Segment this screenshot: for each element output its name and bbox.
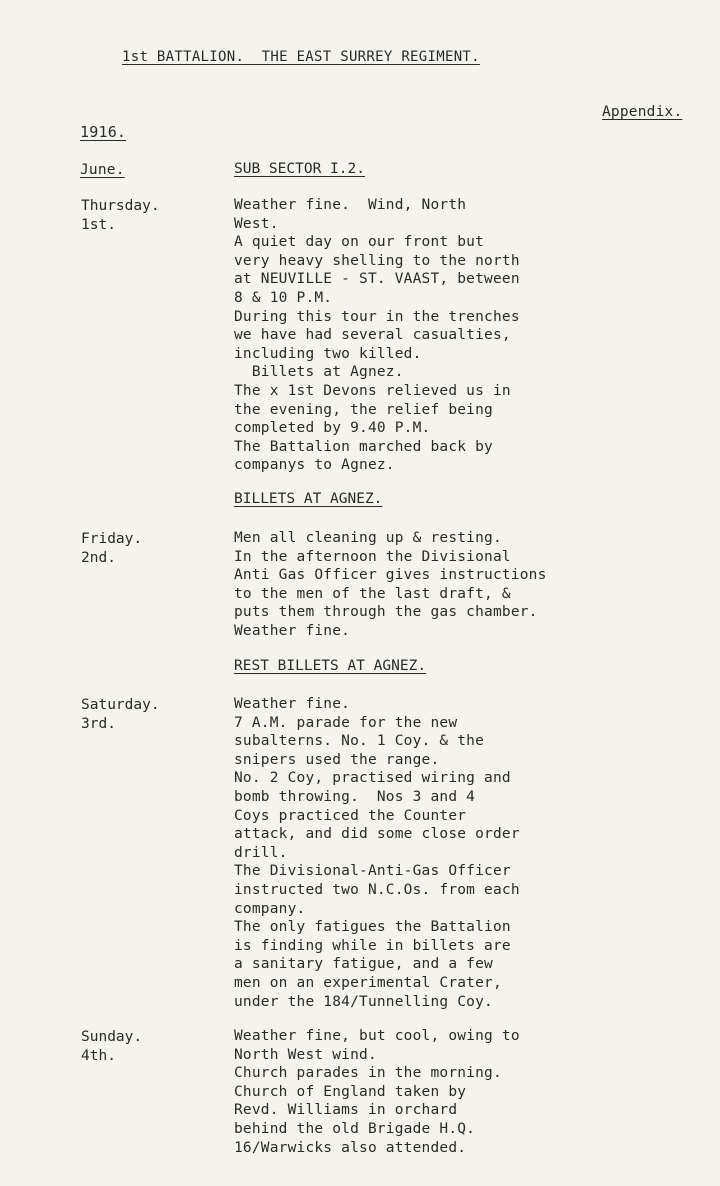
entry-line: we have had several casualties, [234,327,511,344]
appendix-label: Appendix. [602,104,683,120]
entry-line: The Divisional-Anti-Gas Officer [234,863,511,880]
entry-text-thursday [234,196,520,475]
page-title: 1st BATTALION. THE EAST SURREY REGIMENT. [122,49,480,65]
entry-line: A quiet day on our front but [234,234,485,251]
entry-line: bomb throwing. Nos 3 and 4 [234,788,476,805]
entry-line: Coys practiced the Counter [234,807,467,824]
entry-line: North West wind. [234,1046,377,1063]
entry-line: company. [234,900,306,917]
entry-line: In the afternoon the Divisional [234,548,511,565]
entry-line: Weather fine. Wind, North [234,197,467,213]
entry-line: Weather fine. [234,622,351,639]
entry-line: completed by 9.40 P.M. [234,420,431,437]
entry-line: Men all cleaning up & resting. [234,530,502,546]
entry-line: instructed two N.C.Os. from each [234,881,520,898]
entry-day-saturday: Saturday. [81,697,160,713]
entry-date-1st: 1st. [81,217,116,233]
month-label: June. [80,162,125,178]
section-heading-sub-sector: SUB SECTOR I.2. [234,161,365,177]
year-label: 1916. [80,123,127,141]
entry-line: attack, and did some close order [234,826,520,843]
entry-line: 16/Warwicks also attended. [234,1139,467,1156]
entry-line: No. 2 Coy, practised wiring and [234,770,511,787]
entry-line: to the men of the last draft, & [234,585,511,602]
entry-line: drill. [234,844,288,861]
entry-line: a sanitary fatigue, and a few [234,956,493,973]
entry-line: 8 & 10 P.M. [234,289,333,306]
entry-text-friday [234,529,547,641]
entry-day-sunday: Sunday. [81,1029,143,1045]
entry-line: The only fatigues the Battalion [234,919,511,936]
entry-date-4th: 4th. [81,1048,116,1064]
entry-line: West. [234,215,279,232]
section-heading-rest-billets-at-agnez: REST BILLETS AT AGNEZ. [234,658,427,674]
entry-date-3rd: 3rd. [81,716,116,732]
entry-line: at NEUVILLE - ST. VAAST, between [234,271,520,288]
entry-line: During this tour in the trenches [234,308,520,325]
entry-line: Church of England taken by [234,1083,467,1100]
entry-line: men on an experimental Crater, [234,974,502,991]
entry-line: snipers used the range. [234,751,440,768]
entry-line: 7 A.M. parade for the new [234,714,458,731]
entry-line: The Battalion marched back by [234,438,493,455]
entry-line: subalterns. No. 1 Coy. & the [234,733,485,750]
entry-line: under the 184/Tunnelling Coy. [234,993,493,1010]
entry-line: Church parades in the morning. [234,1065,502,1082]
entry-line: behind the old Brigade H.Q. [234,1120,476,1137]
entry-date-2nd: 2nd. [81,550,116,566]
entry-line: Billets at Agnez. [234,364,404,381]
entry-text-sunday [234,1027,520,1157]
entry-line: companys to Agnez. [234,457,395,474]
entry-line: The x 1st Devons relieved us in [234,382,511,399]
entry-line: including two killed. [234,345,422,362]
entry-line: is finding while in billets are [234,937,511,954]
entry-line: very heavy shelling to the north [234,252,520,269]
entry-line: Revd. Williams in orchard [234,1102,458,1119]
entry-line: the evening, the relief being [234,401,493,418]
entry-line: Anti Gas Officer gives instructions [234,567,547,584]
entry-day-thursday: Thursday. [81,198,160,214]
entry-text-saturday [234,695,520,1011]
entry-line: puts them through the gas chamber. [234,604,538,621]
entry-line: Weather fine, but cool, owing to [234,1028,520,1044]
entry-line: Weather fine. [234,696,351,712]
entry-day-friday: Friday. [81,531,143,547]
section-heading-billets-at-agnez: BILLETS AT AGNEZ. [234,491,383,507]
